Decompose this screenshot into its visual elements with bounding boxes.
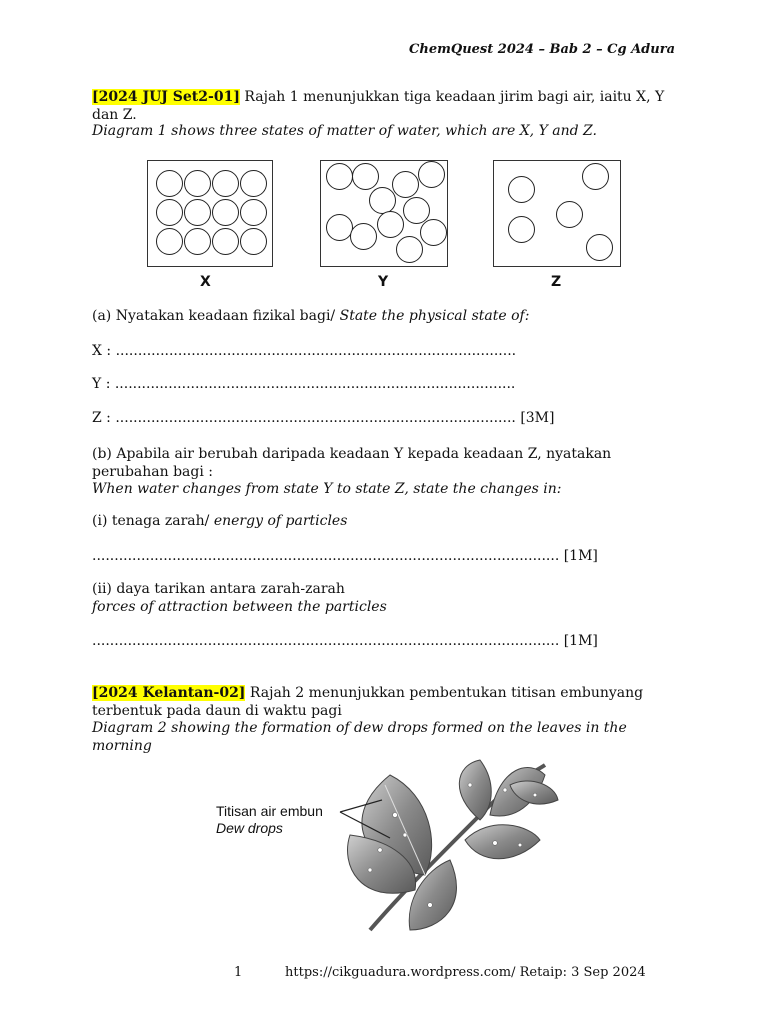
part-a-prompt [92,308,529,324]
q1-intro-english: Diagram 1 shows three states of matter of water, which are X, Y and Z. [92,123,597,139]
answer-line-x: X : .......................................................................................... [92,343,517,359]
particle-solid [156,199,183,226]
particle-liquid [392,171,419,198]
particle-liquid [396,236,423,263]
pointer-lines [330,790,440,850]
particle-liquid [369,187,396,214]
particle-solid [212,170,239,197]
q1-intro [92,88,682,124]
part-b-ii-malay: (ii) daya tarikan antara zarah-zarah [92,581,345,597]
particle-gas [586,234,613,261]
part-a-prompt-malay: (a) Nyatakan keadaan fizikal bagi/ [92,308,336,324]
particle-solid [184,170,211,197]
page-number: 1 [234,965,243,980]
particle-gas [582,163,609,190]
q2-tag: [2024 Kelantan-02] [92,685,246,701]
part-b-prompt-malay: (b) Apabila air berubah daripada keadaan Y kepada keadaan Z, nyatakan perubahan bagi : [92,446,612,480]
part-b-i-english: energy of particles [213,513,348,529]
particle-solid [240,170,267,197]
part-b-ii-english: forces of attraction between the particles [92,599,387,615]
part-b-i-malay: (i) tenaga zarah/ [92,513,210,529]
particle-solid [240,199,267,226]
particle-gas [556,201,583,228]
particle-liquid [326,163,353,190]
dew-label-malay: Titisan air embun [216,803,323,819]
footer-url: https://cikguadura.wordpress.com/ Retaip: 3 Sep 2024 [285,965,646,980]
particle-liquid [326,214,353,241]
label-x: X [200,274,211,290]
particle-gas [508,176,535,203]
answer-line-y: Y : .......................................................................................... [92,376,516,392]
part-b-prompt-english: When water changes from state Y to state Z, state the changes in: [92,481,562,497]
q1-tag: [2024 JUJ Set2-01] [92,89,240,105]
part-b-i-prompt [92,513,347,529]
particle-solid [212,199,239,226]
particle-liquid [418,161,445,188]
particle-liquid [420,219,447,246]
particle-solid [156,170,183,197]
particle-liquid [352,163,379,190]
particle-solid [184,228,211,255]
answer-line-z: Z : .......................................................................................... [3M] [92,410,555,426]
page-header: ChemQuest 2024 – Bab 2 – Cg Adura [409,42,675,57]
particle-solid [240,228,267,255]
answer-line-b-i: ......................................................................................................... [1M] [92,548,598,564]
particle-solid [212,228,239,255]
part-a-prompt-english: State the physical state of: [339,308,530,324]
label-y: Y [378,274,389,290]
particle-liquid [350,223,377,250]
label-z: Z [551,274,562,290]
dew-label-english: Dew drops [216,820,283,836]
answer-line-b-ii: ......................................................................................................... [1M] [92,633,598,649]
particle-liquid [377,211,404,238]
q1-intro-malay: Rajah 1 menunjukkan tiga keadaan jirim bagi air, iaitu X, Y dan Z. [92,89,665,123]
q2-intro-english: Diagram 2 showing the formation of dew drops formed on the leaves in the morning [92,720,627,754]
q2-intro-malay: Rajah 2 menunjukkan pembentukan titisan embunyang terbentuk pada daun di waktu pagi [92,685,644,719]
particle-gas [508,216,535,243]
particle-solid [156,228,183,255]
particle-solid [184,199,211,226]
q2-intro [92,684,682,720]
